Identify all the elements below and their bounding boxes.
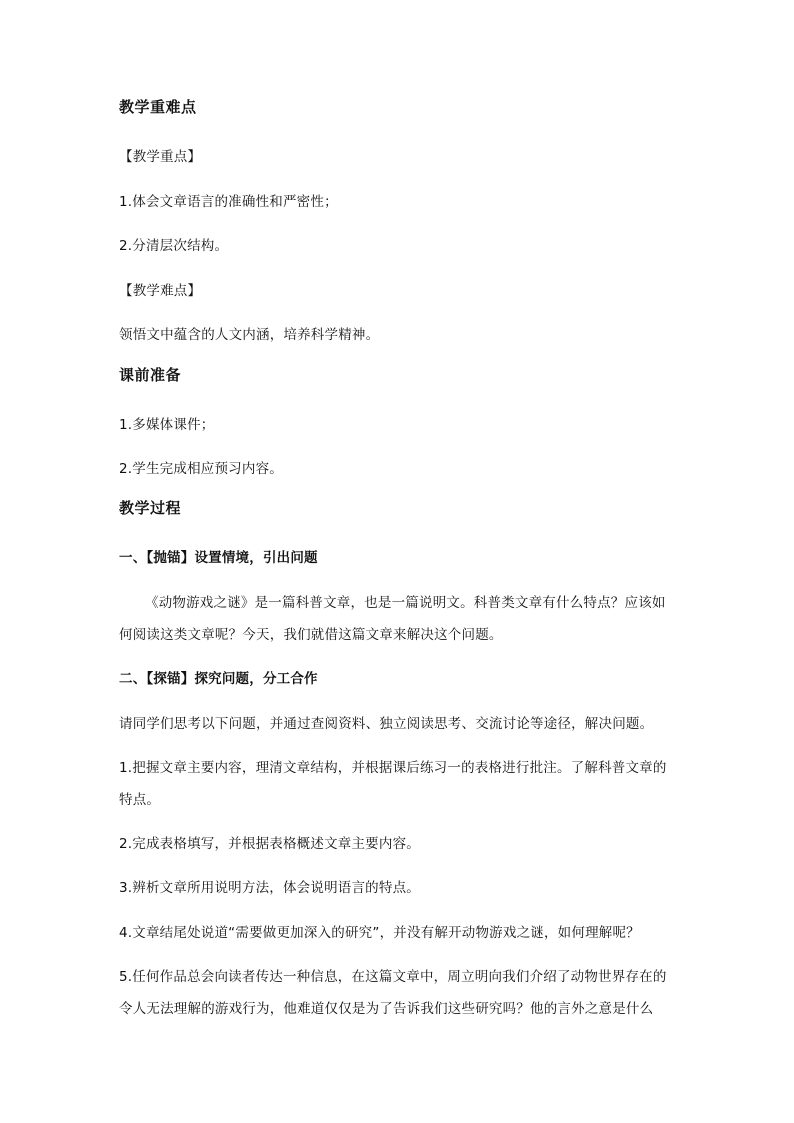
section-heading-key-points: 教学重难点 xyxy=(119,98,197,116)
question-item: 4.文章结尾处说道“需要做更加深入的研究”，并没有解开动物游戏之谜，如何理解呢？ xyxy=(119,925,640,941)
question-item: 3.辨析文章所用说明方法，体会说明语言的特点。 xyxy=(119,880,420,896)
section-heading-prep: 课前准备 xyxy=(119,366,182,384)
key-point-item: 1.体会文章语言的准确性和严密性； xyxy=(119,194,338,210)
question-item-continuation: 令人无法理解的游戏行为，他难道仅仅是为了告诉我们这些研究吗？他的言外之意是什么 xyxy=(119,1001,654,1017)
paragraph-line: 《动物游戏之谜》是一篇科普文章，也是一篇说明文。科普类文章有什么特点？应该如 xyxy=(145,595,666,611)
question-item: 5.任何作品总会向读者传达一种信息，在这篇文章中，周立明向我们介绍了动物世界存在的 xyxy=(119,969,667,985)
question-item-continuation: 特点。 xyxy=(119,792,161,808)
paragraph-line: 请同学们思考以下问题，并通过查阅资料、独立阅读思考、交流讨论等途径，解决问题。 xyxy=(119,716,654,732)
key-point-item: 2.分清层次结构。 xyxy=(119,238,229,254)
step-title: 二、【探锚】探究问题，分工合作 xyxy=(119,671,318,687)
key-points-label: 【教学重点】 xyxy=(119,149,202,165)
question-item: 1.把握文章主要内容，理清文章结构，并根据课后练习一的表格进行批注。了解科普文章的 xyxy=(119,760,667,776)
difficult-points-label: 【教学难点】 xyxy=(119,283,202,299)
prep-item: 1.多媒体课件； xyxy=(119,417,215,433)
difficult-point-item: 领悟文中蕴含的人文内涵，培养科学精神。 xyxy=(119,327,380,343)
paragraph-line: 何阅读这类文章呢？今天，我们就借这篇文章来解决这个问题。 xyxy=(119,627,503,643)
prep-item: 2.学生完成相应预习内容。 xyxy=(119,461,283,477)
question-item: 2.完成表格填写，并根据表格概述文章主要内容。 xyxy=(119,836,420,852)
step-title: 一、【抛锚】设置情境，引出问题 xyxy=(119,550,318,566)
section-heading-process: 教学过程 xyxy=(119,499,182,517)
